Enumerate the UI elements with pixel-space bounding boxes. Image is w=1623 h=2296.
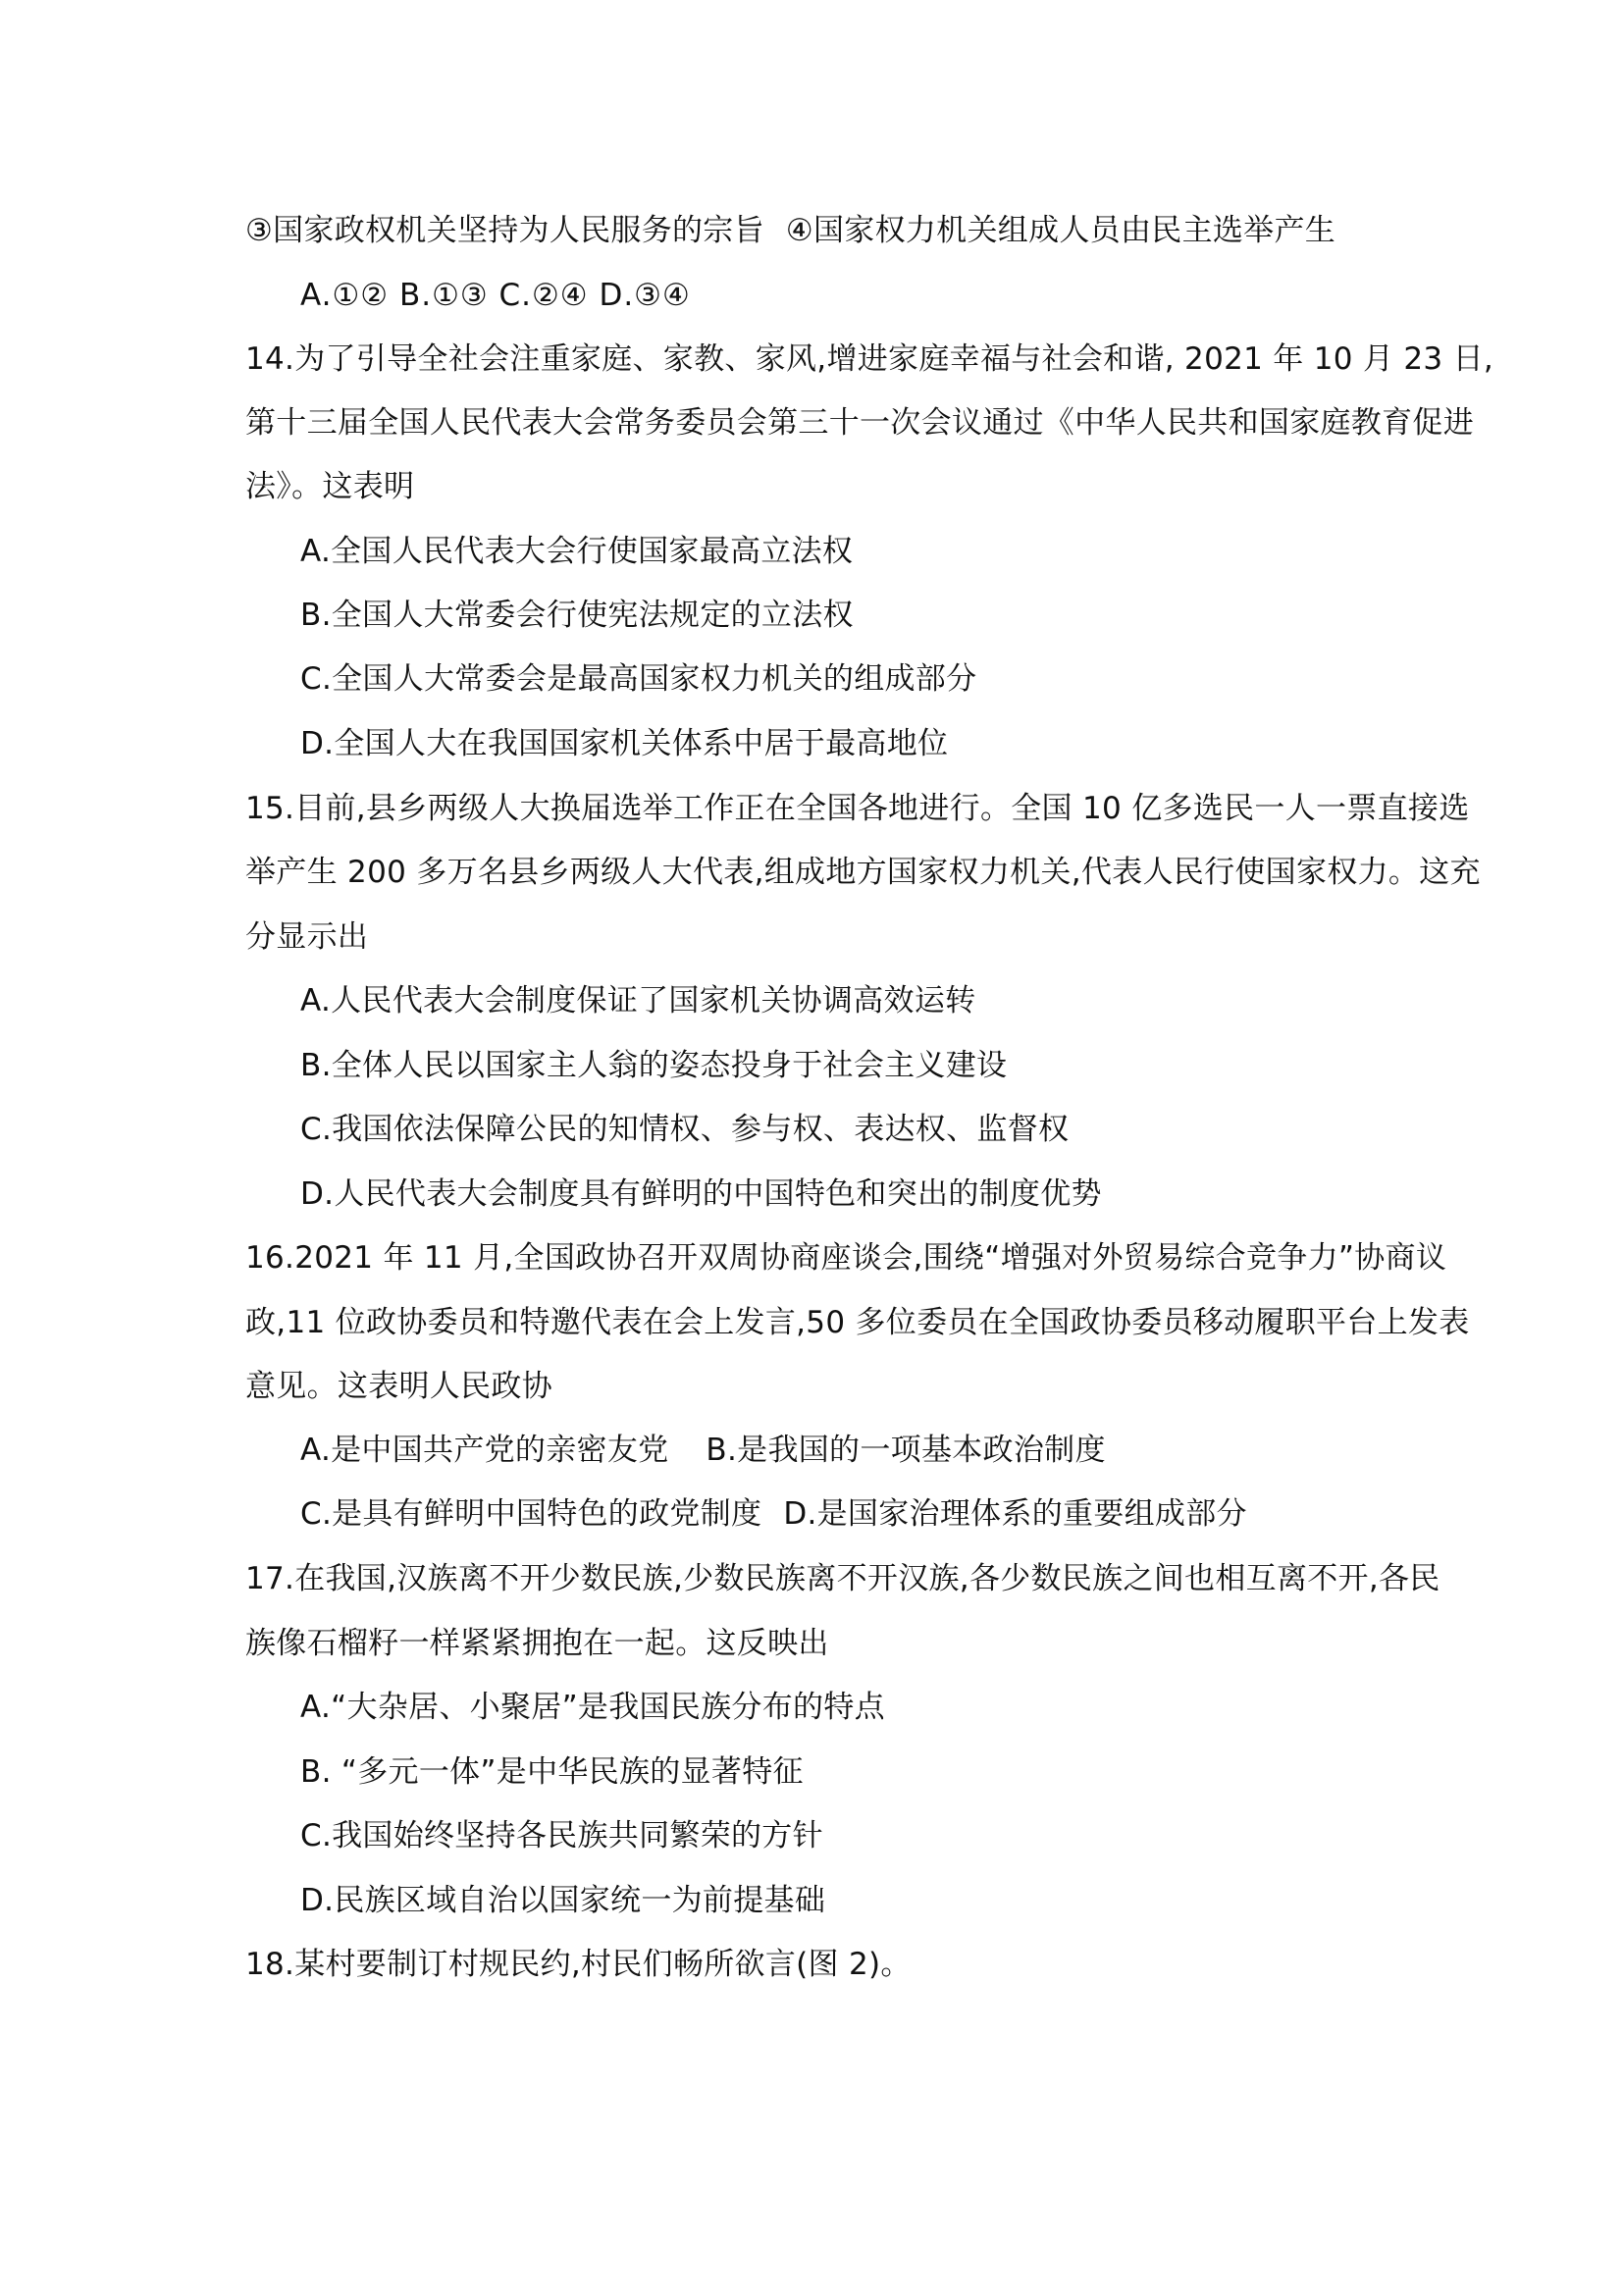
q17-option-b: B. “多元一体”是中华民族的显著特征 [300,1754,804,1790]
q15-stem-line-2: 举产生 200 多万名县乡两级人大代表,组成地方国家权力机关,代表人民行使国家权力。这充 [245,855,1481,890]
q14-stem-line-2: 第十三届全国人民代表大会常务委员会第三十一次会议通过《中华人民共和国家庭教育促进 [245,405,1474,441]
q17-option-d: D.民族区域自治以国家统一为前提基础 [300,1883,826,1918]
q15-stem-line-1: 15.目前,县乡两级人大换届选举工作正在全国各地进行。全国 10 亿多选民一人一票直接选 [245,791,1470,826]
q15-stem-line-3: 分显示出 [245,919,369,955]
q15-option-a: A.人民代表大会制度保证了国家机关协调高效运转 [300,983,976,1018]
q15-option-d: D.人民代表大会制度具有鲜明的中国特色和突出的制度优势 [300,1176,1102,1212]
q14-option-a: A.全国人民代表大会行使国家最高立法权 [300,534,854,569]
q13-statement-3: ③国家政权机关坚持为人民服务的宗旨 [245,213,764,248]
q17-option-c: C.我国始终坚持各民族共同繁荣的方针 [300,1818,823,1853]
q17-option-a: A.“大杂居、小聚居”是我国民族分布的特点 [300,1690,885,1725]
q14-stem-line-3: 法》。这表明 [245,469,415,504]
q14-option-c: C.全国人大常委会是最高国家权力机关的组成部分 [300,661,977,697]
q13-statement-4: ④国家权力机关组成人员由民主选举产生 [785,213,1336,248]
q16-stem-line-1: 16.2021 年 11 月,全国政协召开双周协商座谈会,围绕“增强对外贸易综合竞争力”协商议 [245,1240,1447,1276]
q16-stem-line-3: 意见。这表明人民政协 [245,1369,552,1404]
q16-options-ab [300,1431,1106,1470]
q17-stem-line-2: 族像石榴籽一样紧紧拥抱在一起。这反映出 [245,1626,829,1661]
q18-stem-line-1: 18.某村要制订村规民约,村民们畅所欲言(图 2)。 [245,1947,912,1982]
q13-options: A.①② B.①③ C.②④ D.③④ [300,278,691,313]
q15-option-c: C.我国依法保障公民的知情权、参与权、表达权、监督权 [300,1112,1070,1147]
q17-stem-line-1: 17.在我国,汉族离不开少数民族,少数民族离不开汉族,各少数民族之间也相互离不开,各民 [245,1561,1440,1596]
q15-option-b: B.全体人民以国家主人翁的姿态投身于社会主义建设 [300,1048,1008,1083]
q14-option-b: B.全国人大常委会行使宪法规定的立法权 [300,598,854,633]
q16-option-b: B.是我国的一项基本政治制度 [706,1433,1106,1468]
q16-option-a: A.是中国共产党的亲密友党 [300,1433,669,1468]
q14-option-d: D.全国人大在我国国家机关体系中居于最高地位 [300,726,949,761]
q16-option-d: D.是国家治理体系的重要组成部分 [783,1496,1247,1532]
q16-stem-line-2: 政,11 位政协委员和特邀代表在会上发言,50 多位委员在全国政协委员移动履职平台上发表 [245,1305,1470,1340]
q16-options-cd [300,1494,1247,1534]
q16-option-c: C.是具有鲜明中国特色的政党制度 [300,1496,762,1532]
q14-stem-line-1: 14.为了引导全社会注重家庭、家教、家风,增进家庭幸福与社会和谐, 2021 年 10 月 23 日, [245,341,1494,377]
q13-statements-line [245,211,1335,250]
